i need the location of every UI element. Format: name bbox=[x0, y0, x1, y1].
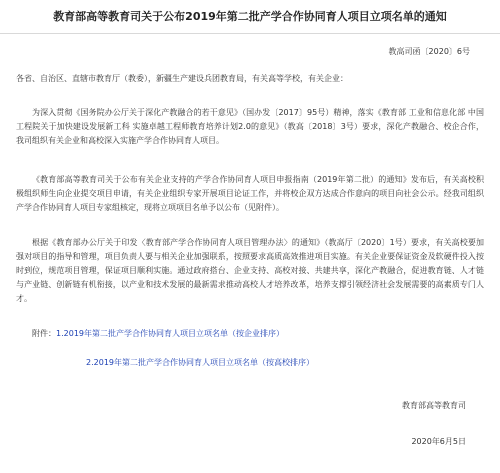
attachments-label: 附件： bbox=[32, 329, 56, 338]
paragraph-1: 为深入贯彻《国务院办公厅关于深化产教融合的若干意见》（国办发〔2017〕95号）精神，落实《教育部 工业和信息化部 中国工程院关于加快建设发展新工科 实施卓越工程师教育培养计划2.0的意见》（教高〔2018〕3号）要求，深化产教融合、校企合作，我司组织有关企业和高校深入实施产学合作协同育人项目。 bbox=[16, 108, 484, 145]
paragraph-2: 《教育部高等教育司关于公布有关企业支持的产学合作协同育人项目申报指南（2019年第二批）的通知》发布后，有关高校积极组织师生向企业提交项目申请，有关企业组织专家开展项目论证工作，并将校企双方达成合作意向的项目向社会公示。经我司组织产学合作协同育人项目专家组核定，现将立项项目名单予以公布（见附件）。 bbox=[16, 175, 484, 212]
attachment-link-by-university[interactable]: 2.2019年第二批产学合作协同育人项目立项名单（按高校排序） bbox=[86, 358, 314, 367]
document-title: 教育部高等教育司关于公布2019年第二批产学合作协同育人项目立项名单的通知 bbox=[53, 10, 447, 23]
attachment-link-by-company[interactable]: 1.2019年第二批产学合作协同育人项目立项名单（按企业排序） bbox=[56, 329, 284, 338]
attachments-section bbox=[16, 328, 484, 368]
paragraph-3: 根据《教育部办公厅关于印发〈教育部产学合作协同育人项目管理办法〉的通知》（教高厅〔2020〕1号）要求，有关高校要加强对项目的指导和管理，项目负责人要与相关企业加强联系，按照要求高质高效推进项目实施。有关企业要保证资金及软硬件投入按时到位，规范项目管理，保证项目顺利实施。通过政府搭台、企业支持、高校对接、共建共享，深化产教融合，促进教育链、人才链与产业链、创新链有机衔接，以产业和技术发展的最新需求推动高校人才培养改革，培养支撑引领经济社会发展需要的高素质专门人才。 bbox=[16, 238, 484, 303]
issuer-signature: 教育部高等教育司 bbox=[402, 401, 466, 410]
document-number: 教高司函〔2020〕6号 bbox=[388, 47, 470, 56]
attachment-row-1 bbox=[16, 328, 484, 339]
issue-date: 2020年6月5日 bbox=[411, 437, 466, 446]
attachment-row-2 bbox=[16, 357, 484, 368]
title-divider bbox=[0, 33, 500, 34]
salutation: 各省、自治区、直辖市教育厅（教委），新疆生产建设兵团教育局，有关高等学校，有关企业： bbox=[16, 74, 348, 83]
